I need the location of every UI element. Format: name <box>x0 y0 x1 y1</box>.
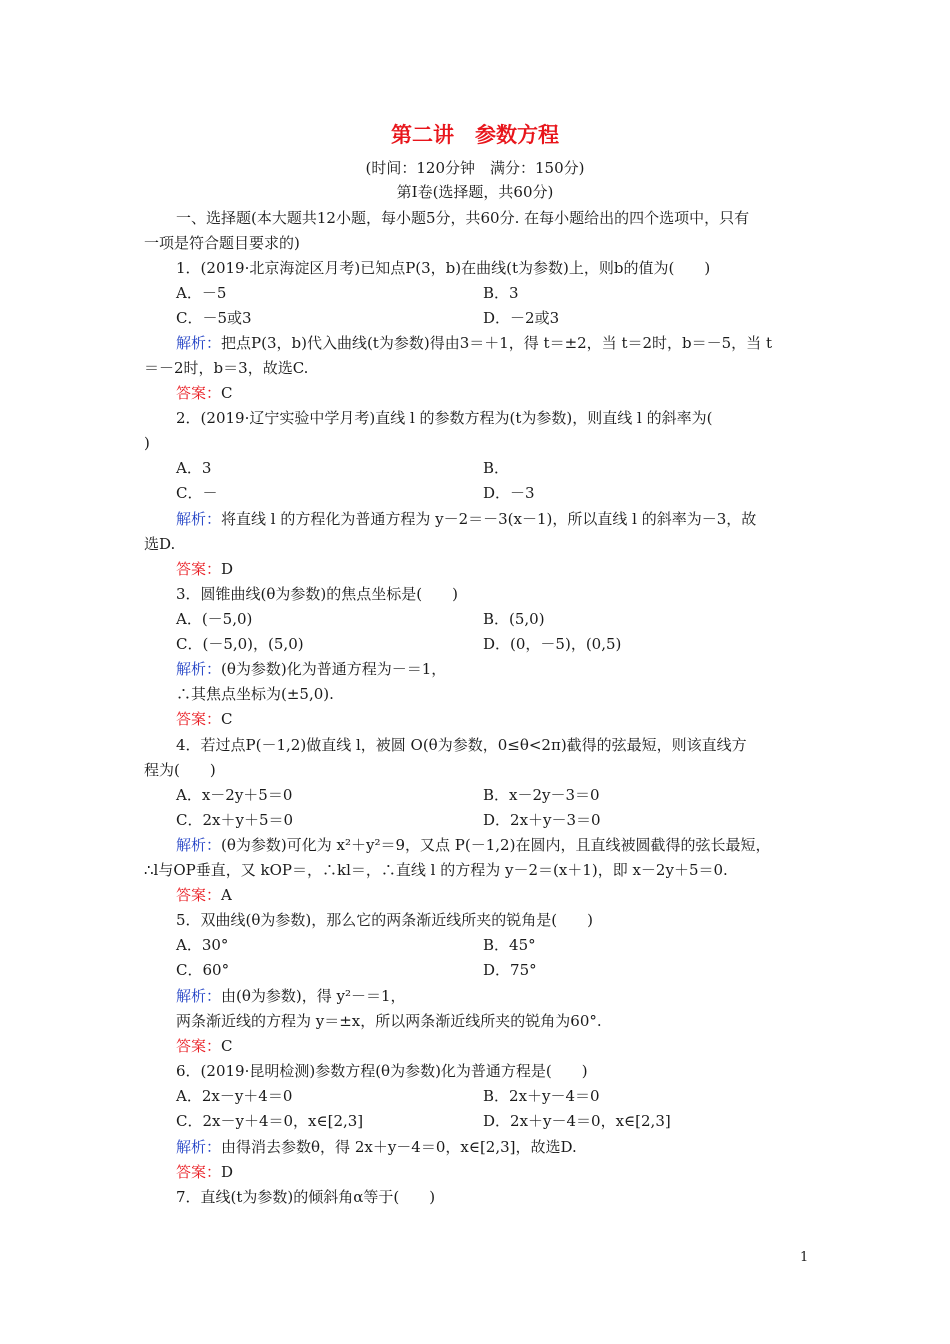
question-4-stem: 4．若过点P(－1,2)做直线 l，被圆 O(θ为参数，0≤θ<2π)截得的弦最短，则该直线方 <box>176 736 747 754</box>
q5-option-c: C．60° <box>176 961 230 979</box>
analysis-text: 由得消去参数θ，得 2x＋y－4＝0，x∈[2,3]，故选D. <box>221 1138 577 1156</box>
question-3-stem: 3．圆锥曲线(θ为参数)的焦点坐标是( ) <box>176 585 458 603</box>
question-2-stem: 2．(2019·辽宁实验中学月考)直线 l 的参数方程为(t为参数)，则直线 l 的斜率为( <box>176 409 713 427</box>
answer-label: 答案： <box>176 1037 222 1055</box>
q5-answer <box>176 1034 846 1059</box>
answer-value: D <box>221 1163 234 1181</box>
analysis-text: (θ为参数)可化为 x²＋y²＝9，又点 P(－1,2)在圆内，且直线被圆截得的弦长最短， <box>221 836 771 854</box>
question-4-stem-cont: 程为( ) <box>144 761 216 779</box>
q3-option-c: C．(－5,0)，(5,0) <box>176 635 304 653</box>
q5-option-b: B．45° <box>483 936 536 954</box>
q3-analysis <box>176 657 846 682</box>
q6-option-a: A．2x－y＋4＝0 <box>176 1087 293 1105</box>
q1-option-b: B．3 <box>483 284 519 302</box>
q2-option-c: C．－ <box>176 484 218 502</box>
analysis-text: 由(θ为参数)，得 y²－＝1， <box>221 987 406 1005</box>
question-5-stem: 5．双曲线(θ为参数)，那么它的两条渐近线所夹的锐角是( ) <box>176 911 593 929</box>
q2-option-d: D．－3 <box>483 484 535 502</box>
page-number: 1 <box>800 1250 809 1265</box>
question-7-stem: 7．直线(t为参数)的倾斜角α等于( ) <box>176 1188 436 1206</box>
answer-label: 答案： <box>176 560 222 578</box>
answer-value: A <box>221 886 232 904</box>
section-heading: 第Ⅰ卷(选择题，共60分) <box>396 183 554 201</box>
q1-analysis-cont: ＝－2时，b＝3，故选C. <box>144 359 309 377</box>
analysis-text: 将直线 l 的方程化为普通方程为 y－2＝－3(x－1)，所以直线 l 的斜率为－3，故 <box>221 510 757 528</box>
analysis-label: 解析： <box>176 660 222 678</box>
answer-value: D <box>221 560 234 578</box>
q4-option-a: A．x－2y＋5＝0 <box>176 786 293 804</box>
q6-answer <box>176 1160 846 1185</box>
answer-value: C <box>221 1037 233 1055</box>
q4-option-d: D．2x＋y－3＝0 <box>483 811 601 829</box>
q2-option-b: B． <box>483 459 510 477</box>
q5-option-d: D．75° <box>483 961 537 979</box>
answer-label: 答案： <box>176 1163 222 1181</box>
question-2-stem-cont: ) <box>144 434 150 452</box>
exam-info: (时间：120分钟 满分：150分) <box>365 159 585 177</box>
q6-analysis <box>176 1135 846 1160</box>
q5-analysis-cont: 两条渐近线的方程为 y＝±x，所以两条渐近线所夹的锐角为60°. <box>176 1012 602 1030</box>
page-title: 第二讲 参数方程 <box>391 122 559 147</box>
q1-option-c: C．－5或3 <box>176 309 252 327</box>
q2-analysis <box>176 507 846 532</box>
q6-option-b: B．2x＋y－4＝0 <box>483 1087 600 1105</box>
q3-answer <box>176 707 846 732</box>
q3-analysis-cont: ∴其焦点坐标为(±5,0). <box>176 685 334 703</box>
q1-option-d: D．－2或3 <box>483 309 560 327</box>
analysis-text: (θ为参数)化为普通方程为－＝1， <box>221 660 447 678</box>
analysis-label: 解析： <box>176 987 222 1005</box>
question-1-stem: 1．(2019·北京海淀区月考)已知点P(3，b)在曲线(t为参数)上，则b的值为( ) <box>176 259 711 277</box>
q3-option-b: B．(5,0) <box>483 610 545 628</box>
q4-analysis-cont: ∴l与OP垂直，又 kOP＝，∴kl＝，∴直线 l 的方程为 y－2＝(x＋1)，即 x－2y＋5＝0. <box>144 861 728 879</box>
q6-option-c: C．2x－y＋4＝0，x∈[2,3] <box>176 1112 364 1130</box>
q3-option-d: D．(0，－5)，(0,5) <box>483 635 622 653</box>
analysis-label: 解析： <box>176 510 222 528</box>
answer-value: C <box>221 384 233 402</box>
q1-analysis <box>176 331 846 356</box>
q1-answer <box>176 381 846 406</box>
answer-label: 答案： <box>176 710 222 728</box>
q2-answer <box>176 557 846 582</box>
q5-analysis <box>176 984 846 1009</box>
analysis-label: 解析： <box>176 334 222 352</box>
q2-analysis-cont: 选D. <box>144 535 176 553</box>
answer-label: 答案： <box>176 886 222 904</box>
q3-option-a: A．(－5,0) <box>176 610 253 628</box>
q1-option-a: A．－5 <box>176 284 227 302</box>
analysis-text: 把点P(3，b)代入曲线(t为参数)得由3＝＋1，得 t＝±2，当 t＝2时，b＝－5，当 t <box>221 334 772 352</box>
intro-line: 一、选择题(本大题共12小题，每小题5分，共60分. 在每小题给出的四个选项中，只有 <box>176 209 750 227</box>
q4-option-c: C．2x＋y＋5＝0 <box>176 811 294 829</box>
analysis-label: 解析： <box>176 1138 222 1156</box>
q5-option-a: A．30° <box>176 936 229 954</box>
q4-option-b: B．x－2y－3＝0 <box>483 786 600 804</box>
q2-option-a: A．3 <box>176 459 212 477</box>
q4-analysis <box>176 833 846 858</box>
intro-line: 一项是符合题目要求的) <box>144 234 300 252</box>
question-6-stem: 6．(2019·昆明检测)参数方程(θ为参数)化为普通方程是( ) <box>176 1062 588 1080</box>
answer-label: 答案： <box>176 384 222 402</box>
q4-answer <box>176 883 846 908</box>
analysis-label: 解析： <box>176 836 222 854</box>
answer-value: C <box>221 710 233 728</box>
q6-option-d: D．2x＋y－4＝0，x∈[2,3] <box>483 1112 671 1130</box>
